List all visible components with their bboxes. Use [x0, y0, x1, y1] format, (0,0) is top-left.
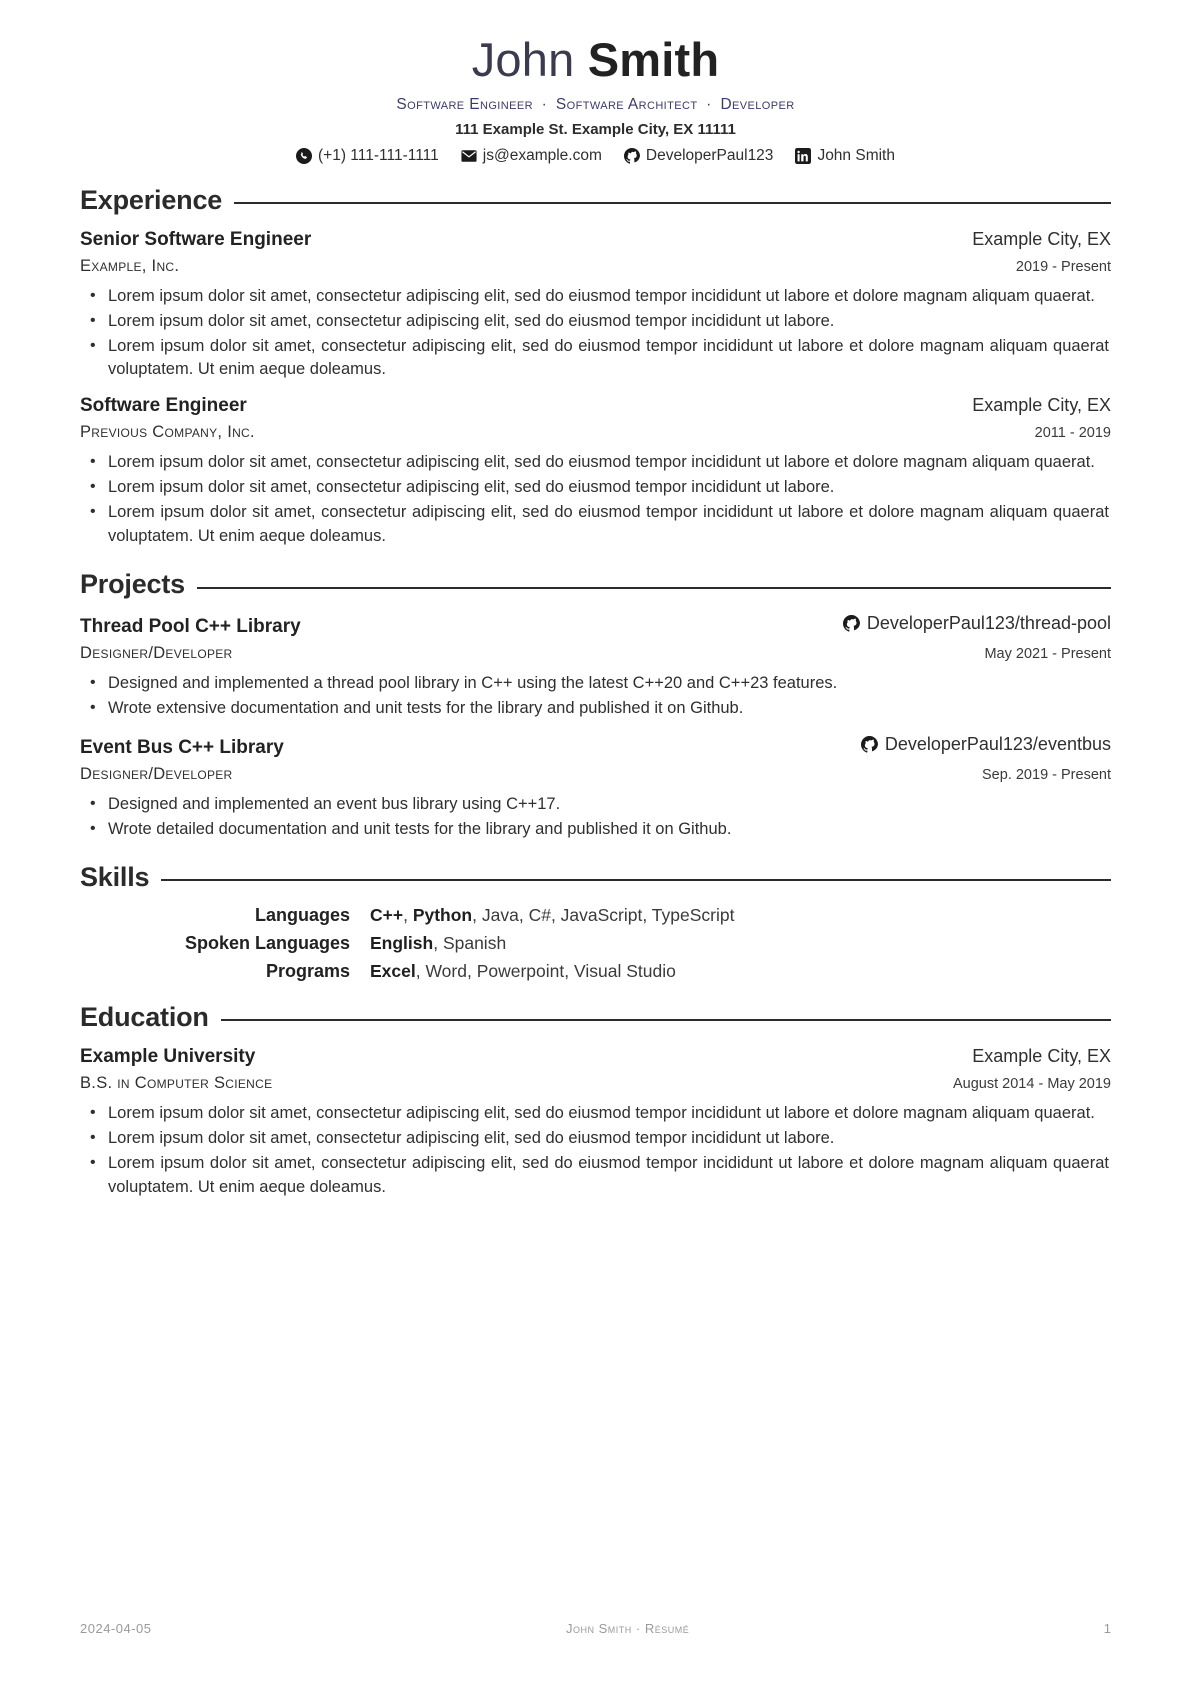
job-title-2: Software Architect	[555, 95, 698, 113]
entry-date: 2011 - 2019	[1034, 425, 1111, 442]
list-item: • Lorem ipsum dolor sit amet, consectetur adipiscing elit, sed do eiusmod tempor incididunt ut labore et dolore magnam aliquam quaerat.	[106, 451, 1111, 475]
skill-label: Spoken Languages	[184, 932, 350, 953]
section-experience	[80, 185, 1111, 216]
education-entry	[80, 1046, 1111, 1200]
page-footer	[80, 1621, 1111, 1636]
title-separator-2: ·	[706, 95, 712, 113]
skill-label: Languages	[254, 904, 350, 925]
list-item: • Designed and implemented an event bus library using C++17.	[106, 793, 1111, 817]
entry-title: Senior Software Engineer	[80, 228, 312, 250]
project-repo-label: DeveloperPaul123/eventbus	[884, 733, 1111, 754]
skill-row	[80, 933, 1111, 954]
envelope-icon	[461, 148, 477, 164]
job-title-3: Developer	[720, 95, 795, 113]
entry-location: Example City, EX	[972, 1045, 1111, 1066]
contact-list	[80, 147, 1111, 165]
entry-date: May 2021 - Present	[984, 646, 1111, 663]
skill-values: English, Spanish	[370, 932, 507, 953]
skills-list	[80, 905, 1111, 982]
entry-title: Software Engineer	[80, 395, 247, 417]
footer-date: 2024-04-05	[80, 1621, 152, 1636]
entry-date: August 2014 - May 2019	[953, 1075, 1111, 1092]
entry-title: Example University	[80, 1045, 256, 1067]
section-skills	[80, 862, 1111, 893]
github-icon	[843, 615, 860, 632]
entry-title: Thread Pool C++ Library	[80, 616, 301, 638]
list-item: • Lorem ipsum dolor sit amet, consectetur adipiscing elit, sed do eiusmod tempor incididunt ut labore et dolore magnam aliquam quaerat.	[106, 1102, 1111, 1126]
entry-organization: Previous Company, Inc.	[80, 423, 255, 442]
project-entry	[80, 734, 1111, 842]
list-item: • Lorem ipsum dolor sit amet, consectetur adipiscing elit, sed do eiusmod tempor incididunt ut labore et dolore magnam aliquam quaerat voluptatem. Ut enim aeque doleamus.	[106, 335, 1111, 383]
entry-title: Event Bus C++ Library	[80, 736, 284, 758]
section-heading-projects: Projects	[80, 569, 185, 600]
experience-entry	[80, 229, 1111, 383]
footer-title: John Smith · Résumé	[566, 1621, 690, 1636]
entry-bullets	[80, 285, 1111, 383]
section-heading-education: Education	[80, 1001, 209, 1032]
section-projects	[80, 569, 1111, 600]
skill-row	[80, 905, 1111, 926]
entry-bullets	[80, 793, 1111, 842]
contact-phone-label: (+1) 111-111-1111	[318, 146, 439, 164]
linkedin-icon	[795, 148, 811, 164]
skill-item: English	[370, 932, 434, 953]
entry-bullets	[80, 451, 1111, 549]
page-title	[80, 34, 1111, 86]
list-item: • Lorem ipsum dolor sit amet, consectetur adipiscing elit, sed do eiusmod tempor incididunt ut labore et dolore magnam aliquam quaerat voluptatem. Ut enim aeque doleamus.	[106, 501, 1111, 549]
section-rule	[197, 587, 1111, 589]
job-titles	[80, 96, 1111, 114]
entry-date: 2019 - Present	[1015, 258, 1111, 275]
section-rule	[221, 1019, 1111, 1021]
section-heading-skills: Skills	[80, 861, 150, 892]
github-icon	[861, 736, 878, 753]
footer-page-number: 1	[1103, 1621, 1111, 1636]
github-icon	[624, 148, 640, 164]
entry-location: Example City, EX	[972, 395, 1111, 416]
skill-item: C++	[370, 904, 404, 925]
project-repo-label: DeveloperPaul123/thread-pool	[866, 613, 1111, 634]
title-separator-1: ·	[541, 95, 548, 113]
skill-item: C#	[528, 904, 551, 925]
list-item: • Designed and implemented a thread pool library in C++ using the latest C++20 and C++23 features.	[106, 672, 1111, 696]
job-title-1: Software Engineer	[396, 95, 533, 113]
list-item: • Lorem ipsum dolor sit amet, consectetur adipiscing elit, sed do eiusmod tempor incididunt ut labore et dolore magnam aliquam quaerat.	[106, 285, 1111, 309]
skill-item: TypeScript	[651, 904, 735, 925]
entry-bullets	[80, 1102, 1111, 1200]
skill-item: Visual Studio	[574, 960, 676, 981]
entry-location: Example City, EX	[972, 228, 1111, 249]
skill-item: Powerpoint	[476, 960, 565, 981]
contact-email[interactable]	[461, 147, 602, 165]
skill-values: C++, Python, Java, C#, JavaScript, TypeScript	[370, 904, 735, 925]
entry-bullets	[80, 672, 1111, 721]
contact-linkedin-label: John Smith	[817, 146, 895, 164]
skill-item: Excel	[370, 960, 416, 981]
section-heading-experience: Experience	[80, 184, 223, 215]
first-name: John	[471, 33, 575, 86]
contact-email-label: js@example.com	[482, 146, 602, 164]
entry-date: Sep. 2019 - Present	[982, 766, 1111, 783]
skill-values: Excel, Word, Powerpoint, Visual Studio	[370, 960, 676, 981]
experience-entry	[80, 395, 1111, 549]
list-item: • Wrote detailed documentation and unit tests for the library and published it on Github.	[106, 818, 1111, 842]
contact-github-label: DeveloperPaul123	[645, 146, 774, 164]
section-education	[80, 1002, 1111, 1033]
list-item: • Lorem ipsum dolor sit amet, consectetur adipiscing elit, sed do eiusmod tempor incididunt ut labore et dolore magnam aliquam quaerat voluptatem. Ut enim aeque doleamus.	[106, 1152, 1111, 1200]
skill-item: Word	[425, 960, 467, 981]
project-repo-link[interactable]	[861, 734, 1111, 755]
skill-row	[80, 961, 1111, 982]
entry-organization: Example, Inc.	[80, 256, 180, 275]
skill-item: Spanish	[442, 932, 507, 953]
contact-linkedin[interactable]	[795, 147, 895, 165]
section-rule	[234, 202, 1111, 204]
contact-github[interactable]	[624, 147, 774, 165]
skill-item: JavaScript	[560, 904, 643, 925]
entry-role: Designer/Developer	[80, 764, 233, 783]
phone-icon	[296, 148, 312, 164]
entry-role: Designer/Developer	[80, 644, 233, 663]
section-rule	[161, 879, 1111, 881]
skill-item: Java	[481, 904, 519, 925]
project-entry	[80, 613, 1111, 721]
contact-phone[interactable]	[296, 147, 439, 165]
list-item: • Lorem ipsum dolor sit amet, consectetur adipiscing elit, sed do eiusmod tempor incididunt ut labore.	[106, 310, 1111, 334]
last-name: Smith	[587, 33, 720, 86]
skill-label: Programs	[265, 960, 350, 981]
address: 111 Example St. Example City, EX 11111	[455, 120, 736, 138]
list-item: • Lorem ipsum dolor sit amet, consectetur adipiscing elit, sed do eiusmod tempor incididunt ut labore.	[106, 476, 1111, 500]
project-repo-link[interactable]	[843, 613, 1111, 634]
list-item: • Wrote extensive documentation and unit tests for the library and published it on Github.	[106, 697, 1111, 721]
skill-item: Python	[412, 904, 473, 925]
entry-degree: B.S. in Computer Science	[80, 1073, 273, 1092]
list-item: • Lorem ipsum dolor sit amet, consectetur adipiscing elit, sed do eiusmod tempor incididunt ut labore.	[106, 1127, 1111, 1151]
